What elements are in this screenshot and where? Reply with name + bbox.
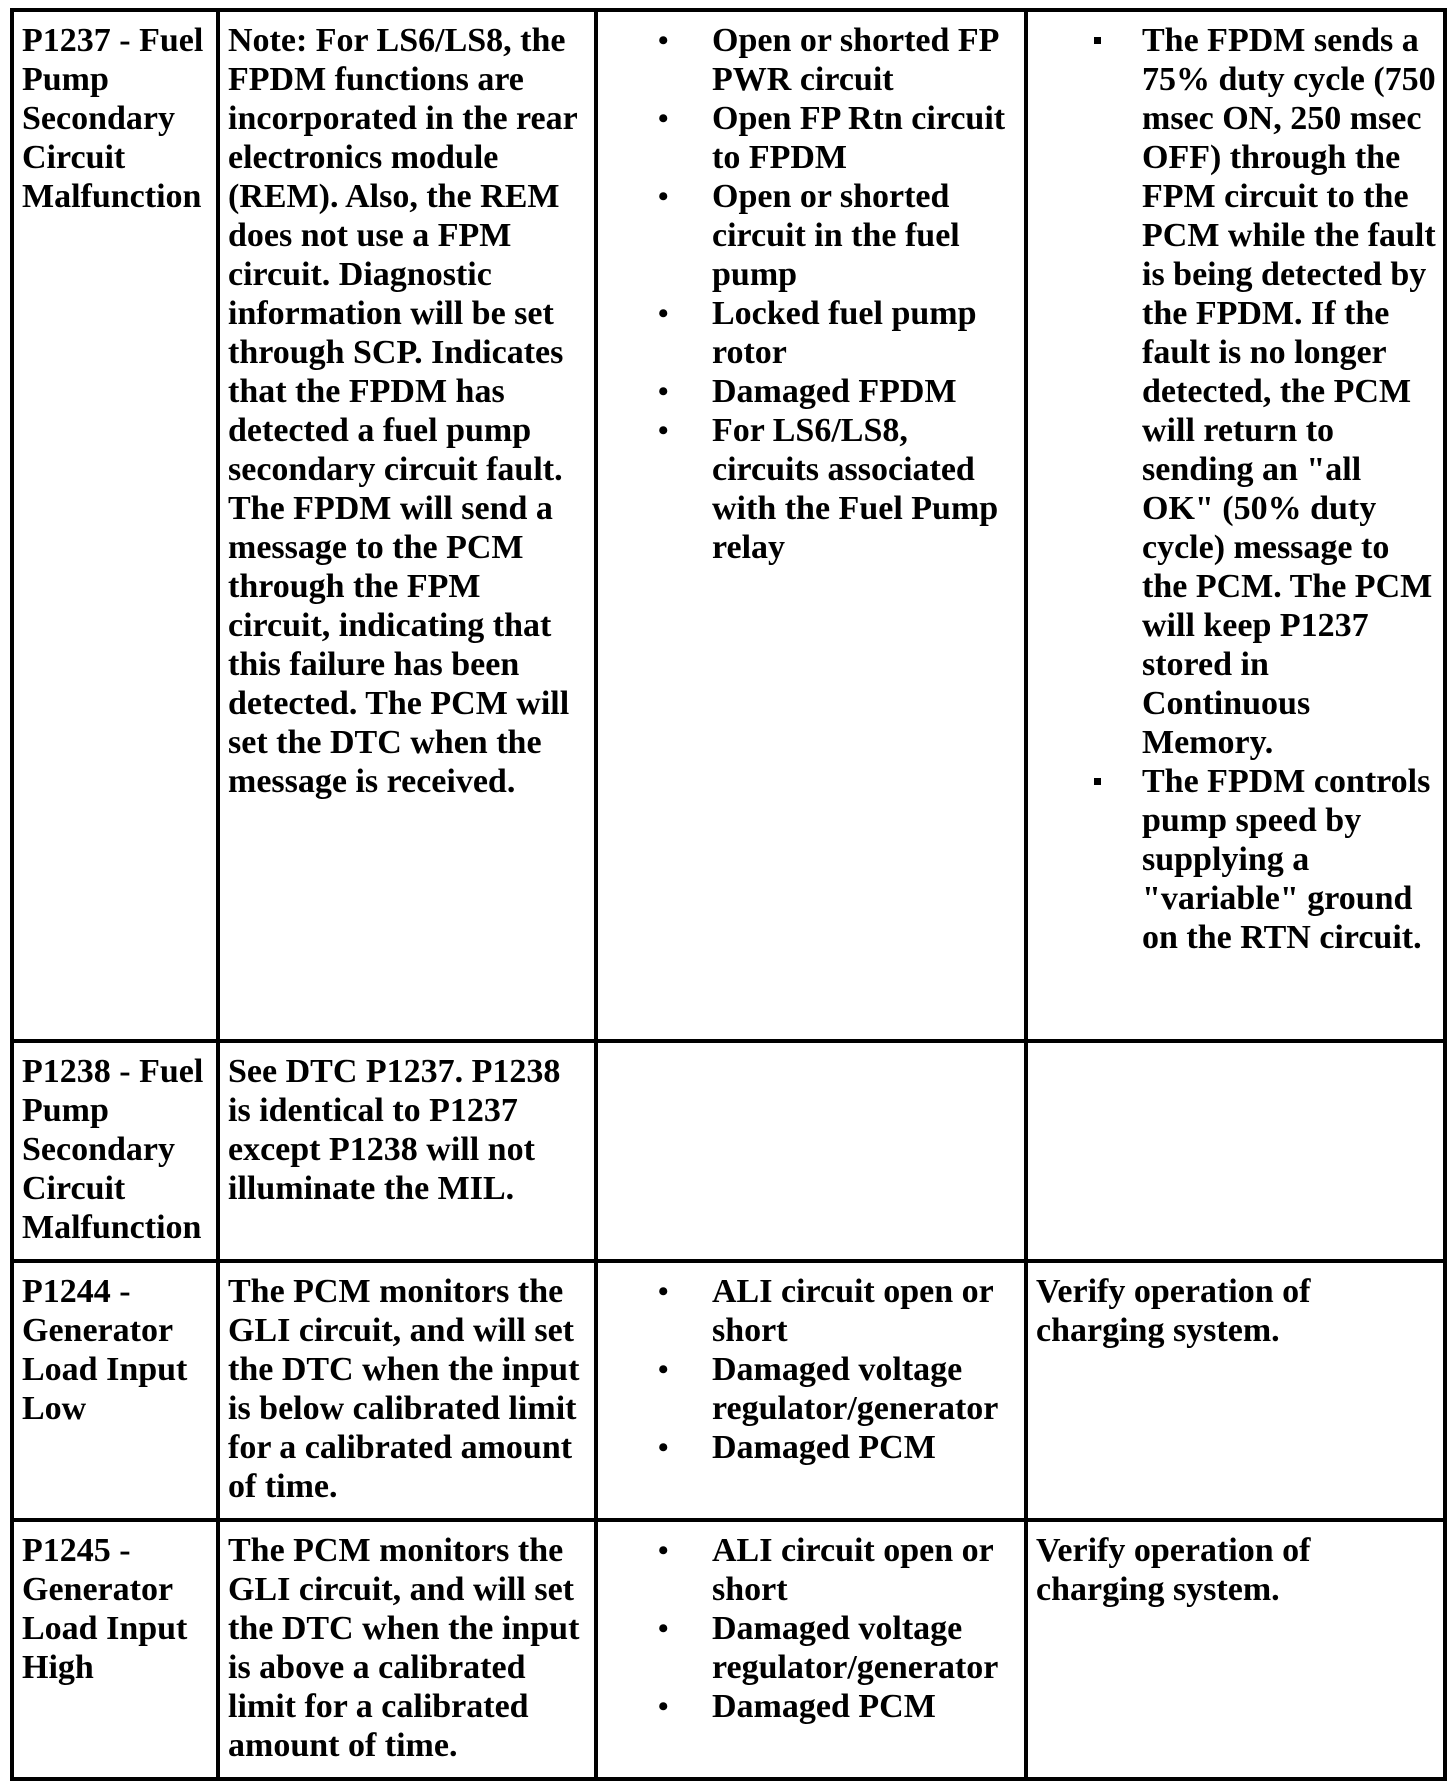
- causes-list: [606, 21, 1020, 567]
- list-item: • Open or shorted circuit in the fuel pump: [606, 177, 1020, 294]
- list-item: • Damaged FPDM: [606, 372, 1020, 411]
- dtc-code-cell: [12, 1520, 218, 1779]
- list-item: • Damaged PCM: [606, 1428, 1020, 1467]
- action-text: Verify operation of charging system.: [1036, 1273, 1311, 1349]
- list-item: • For LS6/LS8, circuits associated with the Fuel Pump relay: [606, 411, 1020, 567]
- dtc-code: P1245 - Generator Load Input High: [22, 1532, 188, 1686]
- list-item: • Locked fuel pump rotor: [606, 294, 1020, 372]
- dtc-description: See DTC P1237. P1238 is identical to P1237 except P1238 will not illuminate the MIL.: [228, 1053, 561, 1207]
- table-row: [12, 1520, 1445, 1779]
- actions-cell: [1026, 1041, 1445, 1261]
- table-row: [12, 1041, 1445, 1261]
- description-cell: [218, 1041, 596, 1261]
- dtc-table: [10, 8, 1447, 1781]
- dtc-code-cell: [12, 1261, 218, 1520]
- dtc-code-cell: [12, 1041, 218, 1261]
- list-item: The FPDM controls pump speed by supplying a "variable" ground on the RTN circuit.: [1036, 762, 1439, 957]
- actions-list: [1036, 21, 1439, 957]
- list-item: The FPDM sends a 75% duty cycle (750 msec ON, 250 msec OFF) through the FPM circuit to the PCM while the fault is being detected by the FPDM. If the fault is no longer detected, the PCM will return to sending an "all OK" (50% duty cycle) message to the PCM. The PCM will keep P1237 stored in Continuous Memory.: [1036, 21, 1439, 762]
- causes-cell: [596, 1041, 1026, 1261]
- actions-cell: [1026, 10, 1445, 1041]
- list-item: • Open or shorted FP PWR circuit: [606, 21, 1020, 99]
- table-row: [12, 10, 1445, 1041]
- dtc-description: Note: For LS6/LS8, the FPDM functions are incorporated in the rear electronics module (REM). Also, the REM does not use a FPM circuit. Diagnostic information will be set through SCP. Indicates that the FPDM has detected a fuel pump secondary circuit fault. The FPDM will send a message to the PCM through the FPM circuit, indicating that this failure has been detected. The PCM will set the DTC when the message is received.: [228, 22, 578, 800]
- document-page: [10, 8, 1447, 1781]
- dtc-code: P1244 - Generator Load Input Low: [22, 1273, 188, 1427]
- list-item: • Open FP Rtn circuit to FPDM: [606, 99, 1020, 177]
- actions-cell: [1026, 1261, 1445, 1520]
- dtc-code: P1238 - Fuel Pump Secondary Circuit Malfunction: [22, 1053, 204, 1246]
- description-cell: [218, 1520, 596, 1779]
- description-cell: [218, 10, 596, 1041]
- list-item: • Damaged voltage regulator/generator: [606, 1350, 1020, 1428]
- causes-cell: [596, 1520, 1026, 1779]
- causes-list: [606, 1272, 1020, 1467]
- list-item: • Damaged voltage regulator/generator: [606, 1609, 1020, 1687]
- causes-list: [606, 1531, 1020, 1726]
- action-text: Verify operation of charging system.: [1036, 1532, 1311, 1608]
- list-item: • ALI circuit open or short: [606, 1272, 1020, 1350]
- dtc-description: The PCM monitors the GLI circuit, and will set the DTC when the input is below calibrated limit for a calibrated amount of time.: [228, 1273, 580, 1505]
- description-cell: [218, 1261, 596, 1520]
- dtc-description: The PCM monitors the GLI circuit, and will set the DTC when the input is above a calibrated limit for a calibrated amount of time.: [228, 1532, 580, 1764]
- causes-cell: [596, 1261, 1026, 1520]
- list-item: • ALI circuit open or short: [606, 1531, 1020, 1609]
- dtc-code: P1237 - Fuel Pump Secondary Circuit Malfunction: [22, 22, 204, 215]
- dtc-code-cell: [12, 10, 218, 1041]
- causes-cell: [596, 10, 1026, 1041]
- table-row: [12, 1261, 1445, 1520]
- actions-cell: [1026, 1520, 1445, 1779]
- list-item: • Damaged PCM: [606, 1687, 1020, 1726]
